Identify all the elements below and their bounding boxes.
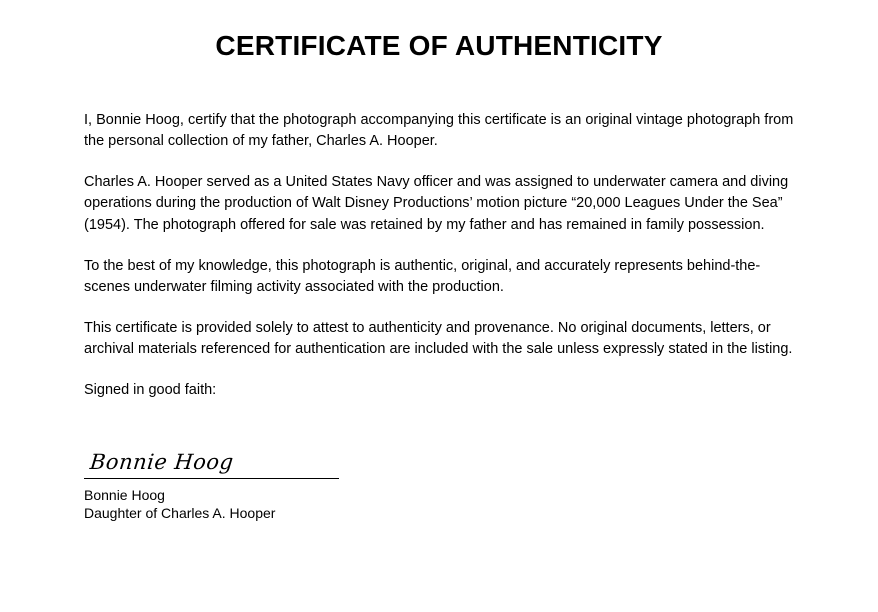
signature-rule	[84, 478, 339, 479]
page-title: CERTIFICATE OF AUTHENTICITY	[215, 30, 663, 61]
signatory-name: Bonnie Hoog	[84, 486, 165, 503]
paragraph-4: This certificate is provided solely to attest to authenticity and provenance. No original documents, letters, or archival materials referenced for authentication are included with the sale unless expressly stated in the listing.	[84, 320, 793, 358]
paragraph-1: I, Bonnie Hoog, certify that the photograph accompanying this certificate is an original vintage photograph from the personal collection of my father, Charles A. Hooper.	[84, 112, 794, 150]
signatory-role: Daughter of Charles A. Hooper	[84, 505, 276, 522]
paragraph-2: Charles A. Hooper served as a United States Navy officer and was assigned to underwater camera and diving operations during the production of Walt Disney Productions’ motion picture “20,000 Leagues Under the Sea” (1954). The photograph offered for sale was retained by my father and has remained in family possession.	[84, 174, 789, 233]
signed-in-good-faith-line: Signed in good faith:	[84, 382, 217, 399]
signature-block	[0, 450, 878, 524]
handwritten-signature: Bonnie Hoog	[88, 449, 235, 474]
certificate-body	[0, 110, 878, 402]
paragraph-3: To the best of my knowledge, this photograph is authentic, original, and accurately represents behind-the-scenes underwater filming activity associated with the production.	[84, 257, 761, 295]
